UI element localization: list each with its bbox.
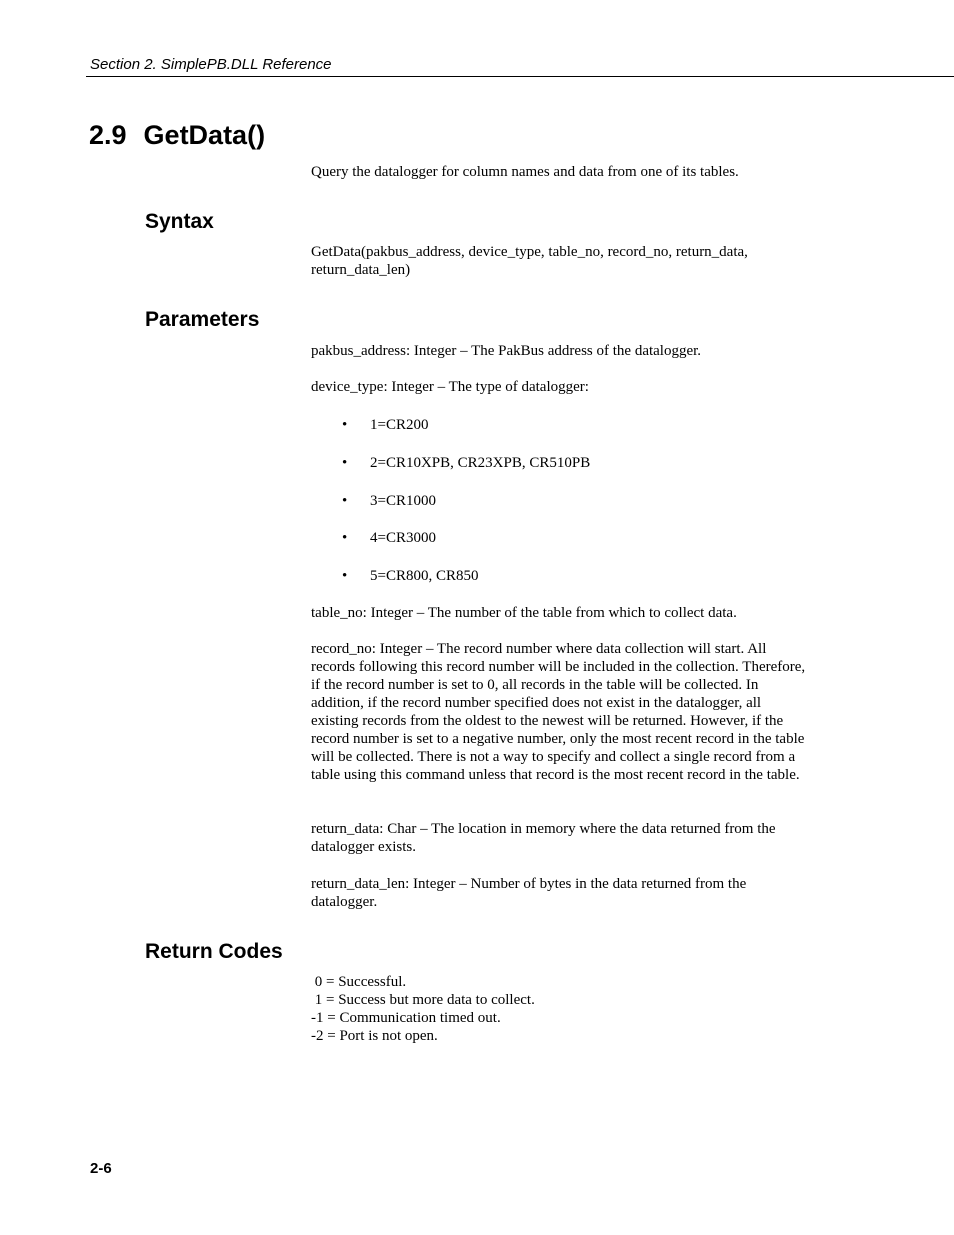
device-type-label: 5=CR800, CR850: [370, 568, 479, 584]
bullet-icon: •: [342, 493, 348, 509]
page-number: 2-6: [90, 1160, 112, 1177]
header-rule: [86, 76, 954, 77]
device-type-label: 1=CR200: [370, 417, 429, 433]
device-type-label: 4=CR3000: [370, 530, 436, 546]
return-code: -2 = Port is not open.: [311, 1028, 438, 1044]
list-item: [342, 529, 436, 547]
return-code: 0 = Successful.: [311, 974, 407, 990]
return-code: 1 = Success but more data to collect.: [311, 992, 535, 1008]
list-item: [342, 454, 590, 472]
parameters-heading: Parameters: [145, 308, 260, 331]
param-table-no: table_no: Integer – The number of the table from which to collect data.: [311, 605, 737, 621]
device-type-label: 3=CR1000: [370, 493, 436, 509]
bullet-icon: •: [342, 568, 348, 584]
syntax-heading: Syntax: [145, 210, 214, 233]
section-intro: Query the datalogger for column names and data from one of its tables.: [311, 164, 739, 180]
section-title: [89, 118, 265, 152]
return-codes-list: [311, 973, 535, 1045]
bullet-icon: •: [342, 530, 348, 546]
syntax-text: GetData(pakbus_address, device_type, table_no, record_no, return_data, return_data_len): [311, 244, 748, 278]
running-header: Section 2. SimplePB.DLL Reference: [90, 56, 332, 73]
param-device-type: device_type: Integer – The type of datalogger:: [311, 379, 589, 395]
list-item: [342, 567, 478, 585]
section-title-text: GetData(): [143, 120, 266, 150]
list-item: [342, 492, 436, 510]
param-pakbus-address: pakbus_address: Integer – The PakBus address of the datalogger.: [311, 343, 702, 359]
return-codes-heading: Return Codes: [145, 940, 283, 963]
bullet-icon: •: [342, 455, 348, 471]
device-type-label: 2=CR10XPB, CR23XPB, CR510PB: [370, 455, 591, 471]
list-item: [342, 416, 428, 434]
param-return-data-len: return_data_len: Integer – Number of bytes in the data returned from the datalogger.: [311, 876, 747, 910]
bullet-icon: •: [342, 417, 348, 433]
return-code: -1 = Communication timed out.: [311, 1010, 501, 1026]
param-return-data: return_data: Char – The location in memory where the data returned from the datalogger exists.: [311, 821, 776, 855]
param-record-no: record_no: Integer – The record number where data collection will start. All records following this record number will be included in the collection. Therefore, if the record number is set to 0, all records in the table will be collected. In addition, if the record number specified does not exist in the datalogger, all existing records from the oldest to the newest will be returned. However, if the record number is set to a negative number, only the most recent record in the table will be collected. There is not a way to specify and collect a single record from a table using this command unless that record is the most recent record in the table.: [311, 641, 806, 783]
section-number: 2.9: [89, 120, 127, 150]
